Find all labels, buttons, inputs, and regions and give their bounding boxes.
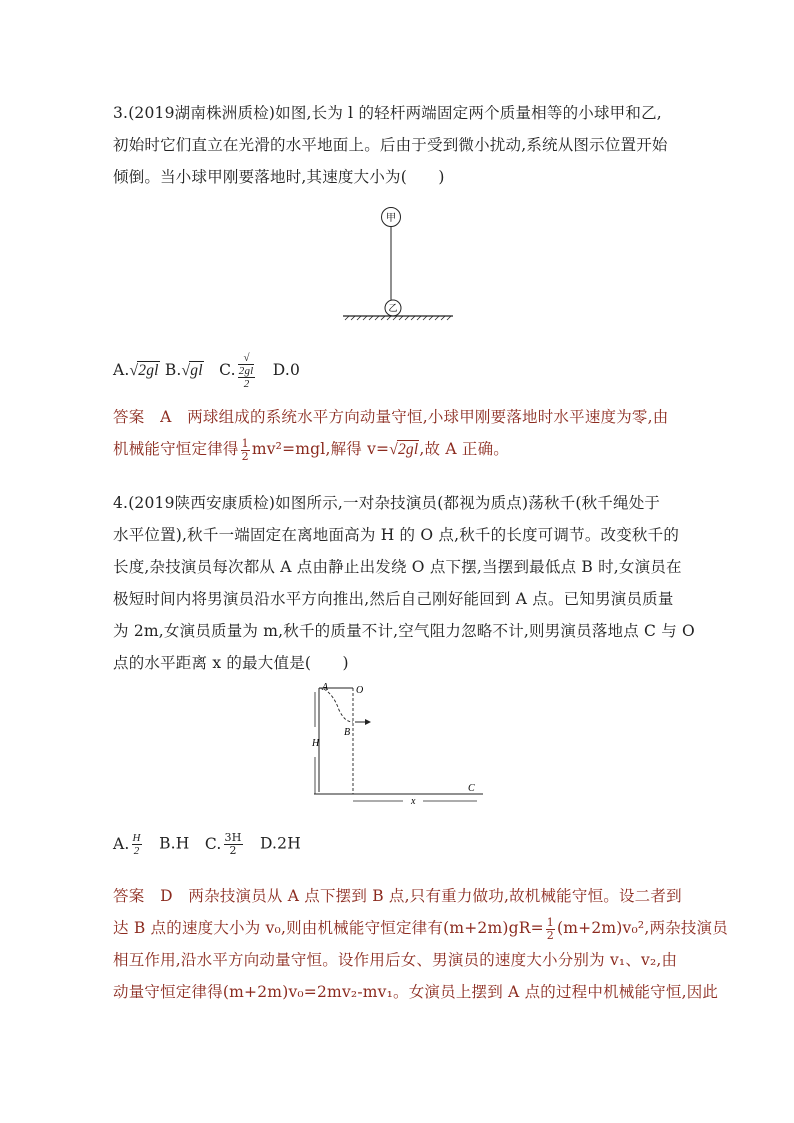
q3-options [113,352,300,390]
point-a-label: A [322,682,329,693]
q4-figure [305,680,495,805]
q4-option-b: B.H [159,834,190,853]
q4-answer-line-4: 动量守恒定律得(m+2m)v₀=2mv₂-mv₁。女演员上摆到 A 点的过程中机械能守恒,因此 [113,983,719,1001]
q3-option-d: D.0 [272,361,301,379]
q3-line-1: 3.(2019湖南株洲质检)如图,长为 l 的轻杆两端固定两个质量相等的小球甲和乙, [113,104,662,122]
q4-line-5: 为 2m,女演员质量为 m,秋千的质量不计,空气阻力忽略不计,则男演员落地点 C 与 O [113,622,695,640]
height-h-label: H [312,738,320,749]
q4-line-4: 极短时间内将男演员沿水平方向推出,然后自己刚好能回到 A 点。已知男演员质量 [113,590,674,608]
q4-answer-line-3: 相互作用,沿水平方向动量守恒。设作用后女、男演员的速度大小分别为 v₁、v₂,由 [113,951,678,969]
q4-option-c: C. $\frac{3H}{2}$ [204,831,242,857]
q4-options [113,832,301,857]
q3-line-2: 初始时它们直立在光滑的水平地面上。后由于受到微小扰动,系统从图示位置开始 [113,136,668,154]
point-o-label: O [356,685,364,696]
q3-option-a: A.√2gl [113,361,159,379]
q4-line-1: 4.(2019陕西安康质检)如图所示,一对杂技演员(都视为质点)荡秋千(秋千绳处于 [113,494,661,512]
q3-line-3: 倾倒。当小球甲刚要落地时,其速度大小为( ) [113,168,445,186]
q4-option-d: D.2H [259,834,301,853]
ball-yi-label: 乙 [388,303,398,313]
q3-figure [335,205,465,325]
q4-answer-line-1: 答案 D 两杂技演员从 A 点下摆到 B 点,只有重力做功,故机械能守恒。设二者到 [113,887,682,905]
point-c-label: C [468,783,475,794]
q4-line-3: 长度,杂技演员每次都从 A 点由静止出发绕 O 点下摆,当摆到最低点 B 时,女演员在 [113,558,682,576]
ball-jia-label: 甲 [386,213,396,224]
q3-option-b: B.√gl [164,361,203,379]
distance-x-label: x [411,796,416,805]
q4-line-6: 点的水平距离 x 的最大值是( ) [113,654,349,672]
q3-answer-line-1: 答案 A 两球组成的系统水平方向动量守恒,小球甲刚要落地时水平速度为零,由 [113,408,669,426]
q3-answer-line-2: 机械能守恒定律得 $\frac{1}{2}$ mv²=mgl,解得 v=√2gl,故 A 正确。 [113,436,509,463]
q4-option-a: A. $\frac{H}{2}$ [113,832,141,857]
q4-line-2: 水平位置),秋千一端固定在离地面高为 H 的 O 点,秋千的长度可调节。改变秋千的 [113,526,680,544]
q3-option-c: C. √ 2gl 2 [219,352,254,390]
point-b-label: B [344,727,351,738]
q4-answer-line-2: 达 B 点的速度大小为 v₀,则由机械能守恒定律有(m+2m)gR= $\frac{1}{2}$ (m+2m)v₀²,两杂技演员 [113,915,728,942]
